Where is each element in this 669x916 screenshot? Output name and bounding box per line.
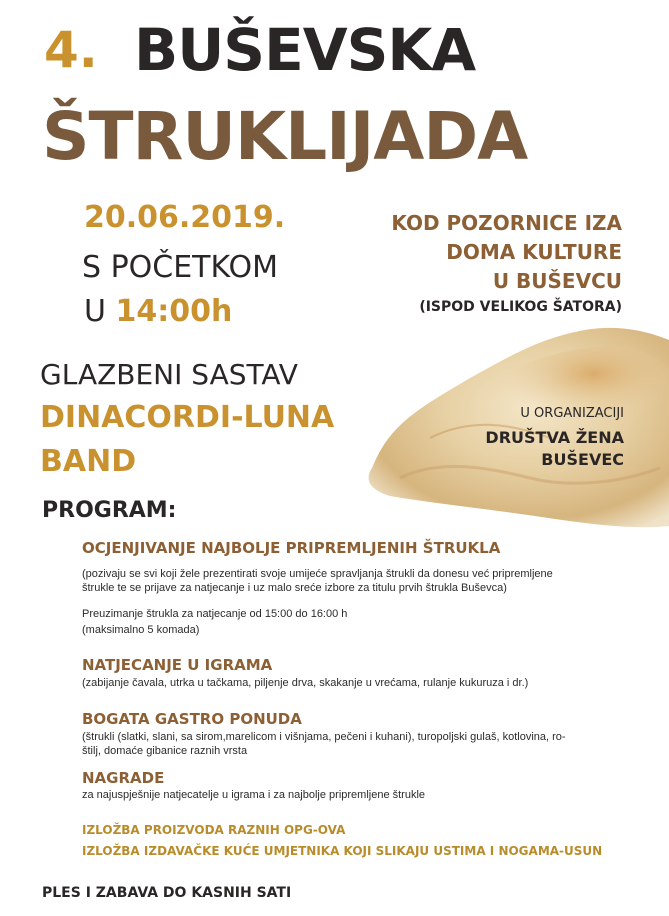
program-item1-title: OCJENJIVANJE NAJBOLJE PRIPREMLJENIH ŠTRUKLA xyxy=(82,539,501,557)
title-word2: ŠTRUKLIJADA xyxy=(42,98,528,175)
footer-text: PLES I ZABAVA DO KASNIH SATI xyxy=(42,885,292,901)
band-line1: DINACORDI-LUNA xyxy=(40,400,335,435)
program-item1-desc-line1: (pozivaju se svi koji žele prezentirati svoje umijeće spravljanja štrukli da donesu već pripremljene xyxy=(82,568,553,580)
program-item1-desc-line2: štrukle te se prijave za natjecanje i uz malo sreće izbore za titulu prvih štrukla Buševca) xyxy=(82,582,507,594)
event-start-line2 xyxy=(84,294,232,330)
program-item2-desc: (zabijanje čavala, utrka u tačkama, piljenje drva, skakanje u vrećama, rulanje kukuruza i dr.) xyxy=(82,677,529,689)
program-item3-title: BOGATA GASTRO PONUDA xyxy=(82,710,302,728)
program-item4-desc: za najuspješnije natjecatelje u igrama i za najbolje pripremljene štrukle xyxy=(82,789,426,801)
organizer-label: U ORGANIZACIJI xyxy=(520,406,624,421)
event-start-time: 14:00h xyxy=(115,294,233,329)
event-start-line1: S POČETKOM xyxy=(82,250,279,285)
program-item1-desc-line4: (maksimalno 5 komada) xyxy=(82,624,200,636)
music-label: GLAZBENI SASTAV xyxy=(40,358,298,391)
location-note: (ISPOD VELIKOG ŠATORA) xyxy=(419,299,622,315)
event-date: 20.06.2019. xyxy=(84,200,286,235)
program-heading: PROGRAM: xyxy=(42,498,177,523)
event-start-prefix: U xyxy=(84,294,116,329)
title-word1: BUŠEVSKA xyxy=(134,16,476,84)
title-number: 4. xyxy=(44,21,98,79)
program-item4-title: NAGRADE xyxy=(82,769,165,787)
program-item3-desc-line1: (štrukli (slatki, slani, sa sirom,marelicom i višnjama, pečeni i kuhani), turopoljski gulaš, kotlovina, ro- xyxy=(82,731,566,743)
program-exhibit1: IZLOŽBA PROIZVODA RAZNIH OPG-OVA xyxy=(82,823,346,837)
strukli-pastry-image xyxy=(360,318,669,530)
band-line2: BAND xyxy=(40,444,137,479)
program-item3-desc-line2: štilj, domaće gibanice raznih vrsta xyxy=(82,745,248,757)
program-exhibit2: IZLOŽBA IZDAVAČKE KUĆE UMJETNIKA KOJI SLIKAJU USTIMA I NOGAMA-USUN xyxy=(82,844,603,858)
organizer-name-line1: DRUŠTVA ŽENA xyxy=(485,428,624,447)
location-line2: DOMA KULTURE xyxy=(446,240,622,264)
location-line1: KOD POZORNICE IZA xyxy=(391,211,622,235)
program-item2-title: NATJECANJE U IGRAMA xyxy=(82,656,273,674)
program-item1-desc-line3: Preuzimanje štrukla za natjecanje od 15:00 do 16:00 h xyxy=(82,608,348,620)
location-line3: U BUŠEVCU xyxy=(492,269,622,293)
organizer-name-line2: BUŠEVEC xyxy=(541,450,624,469)
